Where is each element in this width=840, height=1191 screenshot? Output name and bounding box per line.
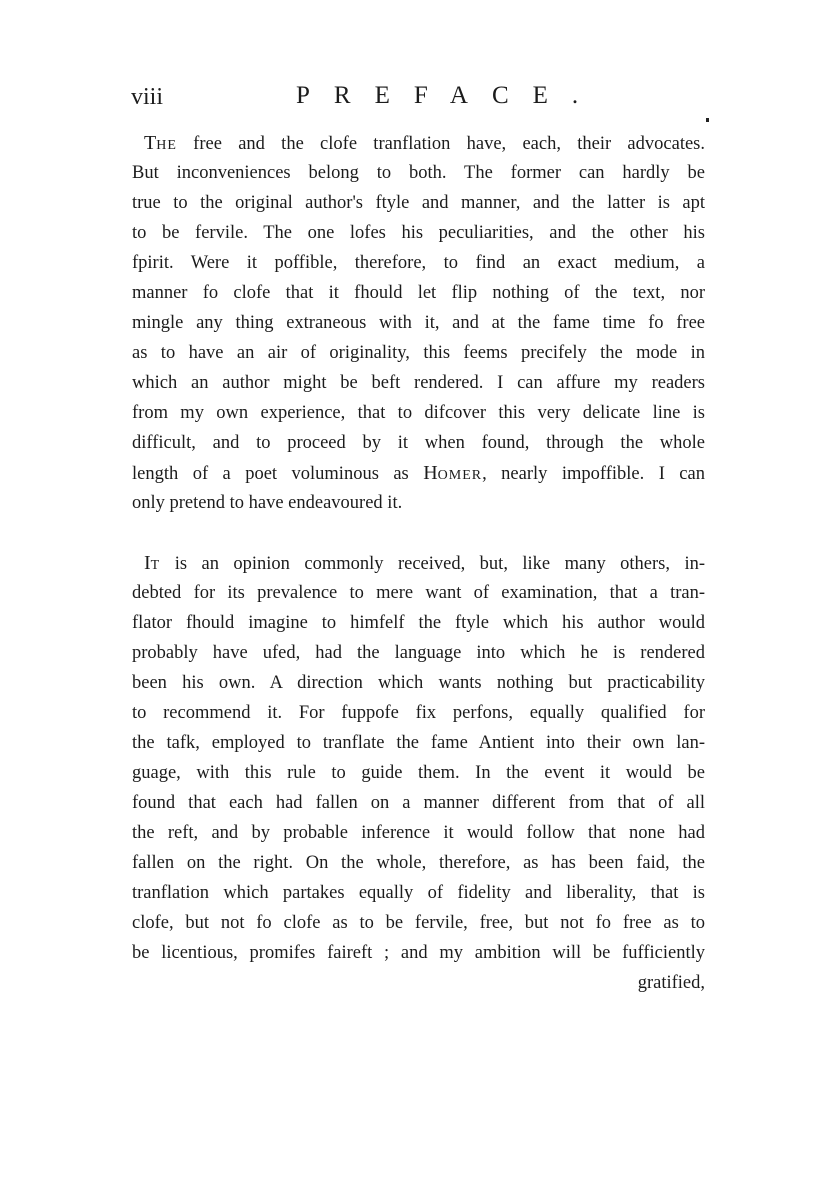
page-number: viii [131, 84, 164, 110]
text-line: only pretend to have endeavoured it. [132, 493, 403, 513]
paragraph-1 [132, 128, 705, 518]
text-line: manner fo clofe that it fhould let flip nothing of the text, nor [132, 283, 705, 303]
text-line: clofe, but not fo clofe as to be fervile, free, but not fo free as to [132, 913, 705, 933]
text-line: found that each had fallen on a manner different from that of all [132, 793, 705, 813]
text-line: fallen on the right. On the whole, therefore, as has been faid, the [132, 853, 705, 873]
text-line: length of a poet voluminous as HOMER, nearly impoffible. I can [132, 462, 705, 484]
text-line: from my own experience, that to difcover this very delicate line is [132, 403, 705, 423]
text-line: which an author might be beft rendered. I can affure my readers [132, 373, 705, 393]
text-line: guage, with this rule to guide them. In the event it would be [132, 763, 705, 783]
text-line: to recommend it. For fuppofe fix perfons, equally qualified for [132, 703, 705, 723]
text-line: tranflation which partakes equally of fidelity and liberality, that is [132, 883, 705, 903]
text-line: true to the original author's ftyle and manner, and the latter is apt [132, 193, 705, 213]
text-line: to be fervile. The one lofes his peculiarities, and the other his [132, 223, 705, 243]
printer-mark [706, 118, 709, 122]
text-line: the tafk, employed to tranflate the fame Antient into their own lan- [132, 733, 705, 753]
text-line: But inconveniences belong to both. The former can hardly be [132, 163, 705, 183]
text-line: debted for its prevalence to mere want of examination, that a tran- [132, 583, 705, 603]
text-line: the reft, and by probable inference it would follow that none had [132, 823, 705, 843]
text-line: be licentious, promifes faireft ; and my ambition will be fufficiently [132, 943, 705, 963]
text-line: fpirit. Were it poffible, therefore, to find an exact medium, a [132, 253, 705, 273]
text-line: mingle any thing extraneous with it, and at the fame time fo free [132, 313, 705, 333]
text-line: been his own. A direction which wants nothing but practicability [132, 673, 705, 693]
paragraph-2 [132, 548, 705, 998]
text-line: probably have ufed, had the language into which he is rendered [132, 643, 705, 663]
text-line: as to have an air of originality, this feems precifely the mode in [132, 343, 705, 363]
catchword: gratified, [637, 973, 705, 993]
running-header [0, 82, 840, 122]
text-line: IT is an opinion commonly received, but, like many others, in- [144, 552, 705, 574]
text-line: difficult, and to proceed by it when found, through the whole [132, 433, 705, 453]
running-title: PREFACE. [296, 82, 603, 109]
text-line: flator fhould imagine to himfelf the ftyle which his author would [132, 613, 705, 633]
text-line: THE free and the clofe tranflation have, each, their advocates. [144, 132, 705, 154]
